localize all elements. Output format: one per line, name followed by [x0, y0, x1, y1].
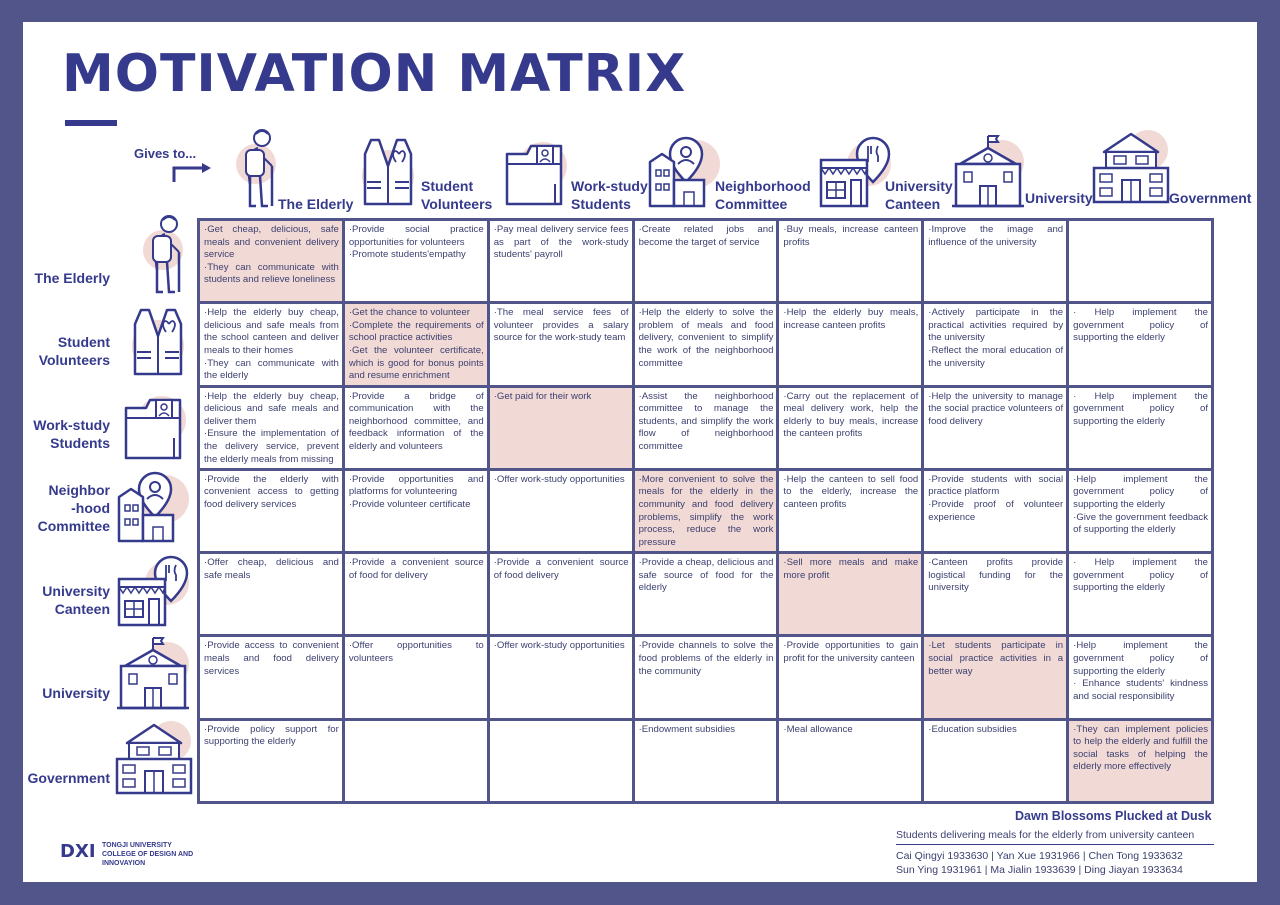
- matrix-cell: [635, 221, 777, 301]
- motivation-text: ·Canteen profits provide logistical funding for the university: [928, 557, 1064, 594]
- matrix-cell: [345, 637, 487, 717]
- elderly-person-icon: [230, 124, 278, 214]
- column-label-neighborhood-committee: Neighborhood Committee: [715, 178, 811, 212]
- row-label-work-study-students: Work-study Students: [33, 417, 110, 451]
- motivation-text: ·Provide social practice opportunities for volunteers: [348, 224, 484, 248]
- motivation-text: ·Create related jobs and become the target of service: [638, 224, 774, 248]
- motivation-text: ·Give the government feedback of supporting the elderly: [1073, 511, 1208, 536]
- matrix-cell: [635, 388, 777, 468]
- motivation-text: ·Help the elderly to solve the problem of meals and food delivery, convenient to simplify the work of the neighborhood committee: [638, 307, 774, 369]
- matrix-cell: [490, 221, 632, 301]
- matrix-cell: [200, 388, 342, 468]
- footer-divider: [896, 844, 1214, 845]
- matrix-cell: [345, 388, 487, 468]
- volunteer-vest-icon: [127, 304, 189, 382]
- matrix-cell: [779, 721, 921, 801]
- motivation-text: ·Offer work-study opportunities: [493, 640, 625, 652]
- matrix-cell: [200, 637, 342, 717]
- motivation-text: ·Education subsidies: [928, 723, 1017, 735]
- matrix-cell: [345, 471, 487, 551]
- matrix-cell: [490, 388, 632, 468]
- motivation-text: · Help implement the government policy of supporting the elderly: [1073, 557, 1208, 594]
- project-subtitle: Students delivering meals for the elderly from university canteen: [896, 829, 1195, 841]
- gives-to-arrow-icon: [170, 162, 212, 184]
- motivation-text: ·They can implement policies to help the elderly and fulfill the social tasks of helping the elderly more effectively: [1073, 723, 1208, 773]
- neighborhood-building-icon: [646, 134, 724, 212]
- motivation-text: ·Offer cheap, delicious and safe meals: [204, 557, 339, 581]
- column-label-government: Government: [1169, 190, 1252, 206]
- matrix-cell: [924, 721, 1066, 801]
- motivation-text: ·Provide channels to solve the food problems of the elderly in the community: [638, 640, 774, 677]
- motivation-text: ·Provide a bridge of communication with the neighborhood committee, and feedback information of the elderly and volunteers: [348, 390, 484, 452]
- row-label-university: University: [42, 685, 110, 701]
- motivation-text: ·Pay meal delivery service fees as part of the work-study students' payroll: [493, 224, 629, 261]
- column-label-student-volunteers: Student Volunteers: [421, 178, 493, 212]
- matrix-cell: [490, 721, 632, 801]
- page-title: MOTIVATION MATRIX: [62, 44, 687, 104]
- motivation-text: ·Endowment subsidies: [638, 723, 736, 735]
- motivation-text: ·Help implement the government policy of supporting the elderly: [1073, 640, 1208, 677]
- motivation-text: ·They can communicate with the elderly: [204, 357, 339, 382]
- column-label-university: University: [1025, 190, 1093, 206]
- matrix-cell: [779, 304, 921, 384]
- matrix-cell: [200, 304, 342, 384]
- matrix-cell: [345, 304, 487, 384]
- university-building-icon: [950, 134, 1028, 212]
- matrix-cell: [1069, 721, 1211, 801]
- tongji-dxi-logo: [60, 840, 100, 860]
- motivation-text: ·Provide the elderly with convenient access to getting food delivery services: [204, 473, 339, 511]
- government-building-icon: [1090, 128, 1172, 206]
- work-study-folder-icon: [122, 388, 190, 466]
- elderly-person-icon: [137, 210, 185, 300]
- matrix-cell: [200, 554, 342, 634]
- matrix-cell: [345, 221, 487, 301]
- motivation-text: ·Sell more meals and make more profit: [783, 557, 919, 581]
- matrix-cell: [490, 554, 632, 634]
- matrix-cell: [635, 554, 777, 634]
- motivation-text: ·Offer work-study opportunities: [493, 473, 625, 485]
- matrix-cell: [1069, 221, 1211, 301]
- motivation-text: ·Get paid for their work: [493, 390, 592, 402]
- motivation-text: ·Provide access to convenient meals and food delivery services: [204, 640, 339, 677]
- matrix-cell: [490, 471, 632, 551]
- motivation-text: ·Provide a convenient source of food delivery: [493, 557, 629, 581]
- motivation-text: · Enhance students' kindness and social responsibility: [1073, 678, 1208, 702]
- motivation-text: · Help implement the government policy of supporting the elderly: [1073, 307, 1208, 344]
- volunteer-vest-icon: [357, 134, 419, 212]
- motivation-text: ·Help the elderly buy meals, increase canteen profits: [783, 307, 919, 331]
- motivation-text: ·Help the canteen to sell food to the elderly, increase the canteen profits: [783, 473, 919, 511]
- row-label-government: Government: [27, 770, 110, 786]
- motivation-text: ·They can communicate with students and relieve loneliness: [204, 261, 339, 286]
- matrix-cell: [635, 304, 777, 384]
- title-underline: [65, 120, 117, 126]
- matrix-cell: [345, 554, 487, 634]
- motivation-text: ·Offer opportunities to volunteers: [348, 640, 484, 665]
- university-building-icon: [115, 636, 193, 714]
- logo-institution-text: TONGJI UNIVERSITY COLLEGE OF DESIGN AND INNOVAYION: [102, 842, 194, 867]
- matrix-cell: [779, 554, 921, 634]
- matrix-cell: [924, 554, 1066, 634]
- motivation-text: · Help implement the government policy of supporting the elderly: [1073, 390, 1208, 427]
- matrix-cell: [635, 721, 777, 801]
- matrix-cell: [200, 471, 342, 551]
- motivation-text: ·Get the chance to volunteer: [348, 307, 470, 319]
- motivation-text: ·Provide a convenient source of food for delivery: [348, 557, 484, 581]
- motivation-text: ·Meal allowance: [783, 723, 853, 735]
- canteen-storefront-icon: [817, 134, 895, 212]
- canteen-storefront-icon: [115, 553, 193, 631]
- column-label-university-canteen: University Canteen: [885, 178, 953, 212]
- matrix-cell: [635, 471, 777, 551]
- matrix-cell: [345, 721, 487, 801]
- matrix-cell: [779, 221, 921, 301]
- matrix-cell: [1069, 388, 1211, 468]
- matrix-cell: [200, 721, 342, 801]
- motivation-text: ·Provide opportunities and platforms for volunteering: [348, 473, 484, 498]
- motivation-text: ·Ensure the implementation of the delivery service, prevent the elderly meals from missing: [204, 428, 339, 465]
- motivation-text: ·Carry out the replacement of meal delivery work, help the elderly to buy meals, increase the canteen profits: [783, 390, 919, 440]
- logo-mark-text: DXI: [60, 841, 96, 860]
- matrix-cell: [924, 304, 1066, 384]
- motivation-text: ·Help implement the government policy of supporting the elderly: [1073, 473, 1208, 511]
- motivation-text: ·Provide volunteer certificate: [348, 499, 471, 511]
- motivation-text: ·Buy meals, increase canteen profits: [783, 224, 919, 248]
- motivation-text: ·Provide a cheap, delicious and safe source of food for the elderly: [638, 557, 774, 594]
- matrix-cell: [200, 221, 342, 301]
- motivation-text: ·Get the volunteer certificate, which is good for bonus points and resume enrichment: [348, 345, 484, 382]
- matrix-cell: [924, 388, 1066, 468]
- motivation-text: ·Help the elderly buy cheap, delicious and safe meals and deliver them: [204, 390, 339, 427]
- matrix-cell: [924, 221, 1066, 301]
- row-label-the-elderly: The Elderly: [34, 270, 110, 286]
- matrix-cell: [779, 471, 921, 551]
- motivation-text: ·Provide policy support for supporting the elderly: [204, 723, 339, 748]
- matrix-cell: [1069, 471, 1211, 551]
- motivation-text: ·Actively participate in the practical activities required by the university: [928, 307, 1064, 344]
- matrix-cell: [490, 304, 632, 384]
- row-label-student-volunteers: Student Volunteers: [38, 334, 110, 368]
- matrix-cell: [490, 637, 632, 717]
- motivation-text: ·Provide proof of volunteer experience: [928, 499, 1064, 523]
- motivation-text: ·Assist the neighborhood committee to manage the students, and simplify the work flow of neighborhood committee: [638, 390, 774, 452]
- row-label-university-canteen: University Canteen: [42, 583, 110, 617]
- gives-to-label: Gives to...: [134, 146, 197, 161]
- motivation-text: ·Improve the image and influence of the university: [928, 224, 1064, 248]
- neighborhood-building-icon: [115, 469, 193, 547]
- motivation-text: ·Help the elderly buy cheap, delicious and safe meals from the school canteen and deliver meals to their homes: [204, 307, 339, 357]
- motivation-text: ·Provide students with social practice platform: [928, 473, 1064, 498]
- motivation-text: ·Let students participate in social practice activities in a better way: [928, 640, 1064, 677]
- matrix-cell: [1069, 554, 1211, 634]
- motivation-text: ·Reflect the moral education of the university: [928, 345, 1064, 369]
- government-building-icon: [113, 719, 195, 797]
- column-label-the-elderly: The Elderly: [278, 196, 354, 212]
- work-study-folder-icon: [503, 134, 571, 212]
- matrix-cell: [924, 637, 1066, 717]
- authors-line-1: Cai Qingyi 1933630 | Yan Xue 1931966 | Chen Tong 1933632: [896, 850, 1183, 862]
- matrix-cell: [1069, 637, 1211, 717]
- motivation-matrix-grid: [197, 218, 1214, 804]
- matrix-cell: [1069, 304, 1211, 384]
- row-label-neighborhood-committee: Neighbor -hood Committee: [37, 482, 110, 534]
- project-title: Dawn Blossoms Plucked at Dusk: [1015, 809, 1212, 823]
- motivation-text: ·More convenient to solve the meals for the elderly in the community and food delivery problems, simplify the work process, reduce the work pressure: [638, 473, 774, 548]
- authors-line-2: Sun Ying 1931961 | Ma Jialin 1933639 | Ding Jiayan 1933634: [896, 864, 1183, 876]
- motivation-text: ·Promote students'empathy: [348, 249, 466, 261]
- motivation-text: ·Help the university to manage the social practice volunteers of food delivery: [928, 390, 1064, 427]
- matrix-cell: [635, 637, 777, 717]
- column-label-work-study-students: Work-study Students: [571, 178, 648, 212]
- motivation-text: ·Complete the requirements of school practice activities: [348, 319, 484, 344]
- matrix-cell: [779, 637, 921, 717]
- motivation-text: ·Provide opportunities to gain profit for the university canteen: [783, 640, 919, 665]
- matrix-cell: [779, 388, 921, 468]
- motivation-text: ·The meal service fees of volunteer provides a salary source for the work-study team: [493, 307, 629, 344]
- motivation-text: ·Get cheap, delicious, safe meals and convenient delivery service: [204, 224, 339, 261]
- matrix-cell: [924, 471, 1066, 551]
